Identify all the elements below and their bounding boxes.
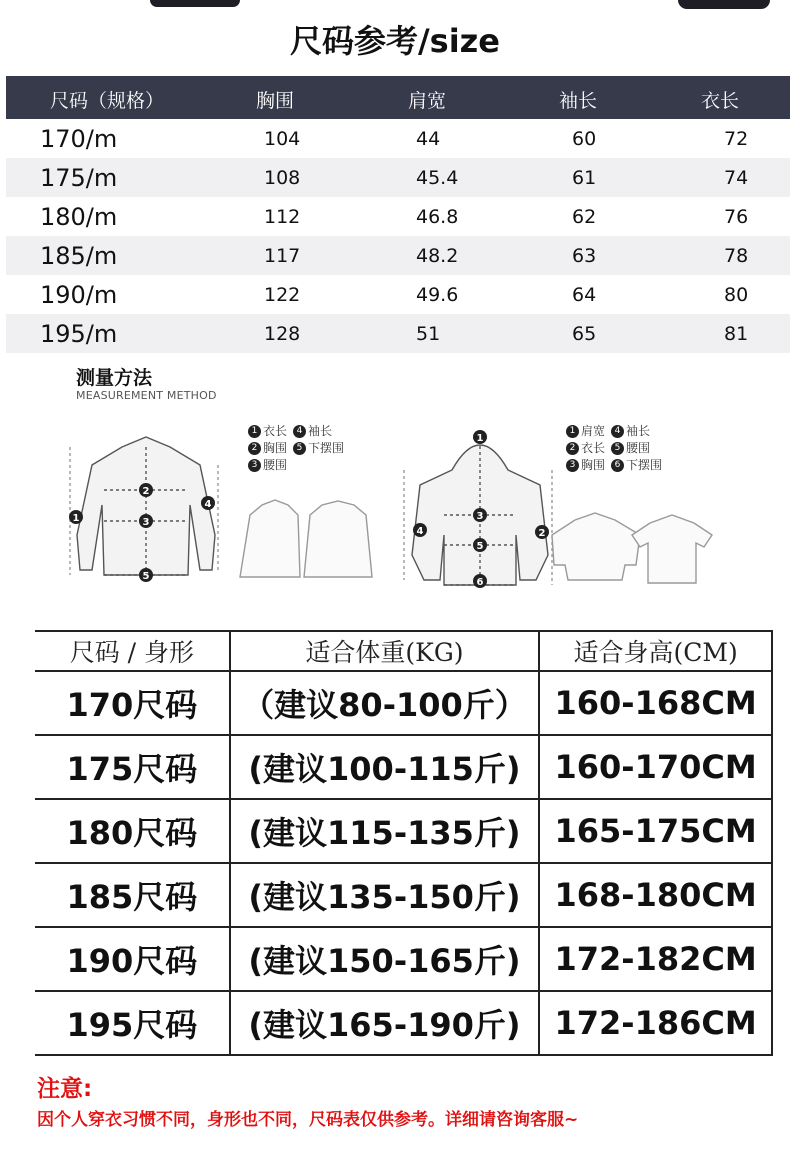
weight-cell: (建议165-190斤) <box>230 991 540 1055</box>
size-chart-table <box>6 76 790 353</box>
size-cell: 190/m <box>40 281 118 309</box>
measure-cell: 48.2 <box>416 245 459 267</box>
header-chest: 胸围 <box>256 90 295 112</box>
header-shoulder: 肩宽 <box>408 90 447 112</box>
legend-label: 腰围 <box>626 441 651 455</box>
measure-cell: 72 <box>724 128 749 150</box>
measure-cell: 60 <box>572 128 597 150</box>
measure-cell: 65 <box>572 323 597 345</box>
header-size: 尺码（规格） <box>50 90 165 112</box>
height-cell: 168-180CM <box>539 863 772 927</box>
size-label-cell: 170尺码 <box>35 671 230 735</box>
tshirt-illustration <box>632 515 712 583</box>
svg-text:4: 4 <box>416 526 424 537</box>
page-title: 尺码参考/size <box>289 22 501 60</box>
measurement-diagram <box>0 355 790 605</box>
svg-text:2: 2 <box>142 486 150 497</box>
measure-cell: 62 <box>572 206 597 228</box>
legend-number: 2 <box>566 442 579 455</box>
legend-label: 胸围 <box>581 458 606 472</box>
size-cell: 170/m <box>40 125 118 153</box>
legend-item <box>566 424 605 438</box>
weight-cell: (建议100-115斤) <box>230 735 540 799</box>
size-label-cell: 175尺码 <box>35 735 230 799</box>
suit-illustration <box>240 500 300 577</box>
legend-number: 2 <box>248 442 261 455</box>
measurement-subtitle: MEASUREMENT METHOD <box>76 389 217 402</box>
weight-cell: (建议135-150斤) <box>230 863 540 927</box>
size-row <box>6 275 790 314</box>
svg-text:1: 1 <box>476 433 484 444</box>
svg-text:2: 2 <box>538 528 546 539</box>
size-cell: 185/m <box>40 242 118 270</box>
body-fit-row <box>35 991 772 1055</box>
legend-label: 袖长 <box>626 424 651 438</box>
size-cell: 180/m <box>40 203 118 231</box>
weight-cell: (建议115-135斤) <box>230 799 540 863</box>
height-cell: 160-168CM <box>539 671 772 735</box>
legend-number: 3 <box>566 459 579 472</box>
size-label-cell: 185尺码 <box>35 863 230 927</box>
measure-cell: 44 <box>416 128 441 150</box>
body-fit-row <box>35 863 772 927</box>
legend-item <box>611 424 650 438</box>
measure-cell: 76 <box>724 206 749 228</box>
legend-label: 下摆围 <box>308 441 345 455</box>
legend-left <box>248 423 368 474</box>
weight-cell: （建议80-100斤） <box>230 671 540 735</box>
size-row <box>6 119 790 158</box>
note-title: 注意: <box>37 1076 93 1102</box>
measure-cell: 74 <box>724 167 749 189</box>
body-fit-header <box>35 631 772 671</box>
svg-text:3: 3 <box>476 511 484 522</box>
legend-label: 胸围 <box>263 441 288 455</box>
legend-label: 腰围 <box>263 458 288 472</box>
header-weight: 适合体重(KG) <box>230 631 540 671</box>
measure-cell: 46.8 <box>416 206 459 228</box>
svg-text:3: 3 <box>142 517 150 528</box>
measure-cell: 49.6 <box>416 284 459 306</box>
body-fit-row <box>35 927 772 991</box>
legend-label: 衣长 <box>263 424 288 438</box>
size-label-cell: 180尺码 <box>35 799 230 863</box>
legend-label: 衣长 <box>581 441 606 455</box>
measure-cell: 80 <box>724 284 749 306</box>
size-chart-header <box>6 76 790 119</box>
height-cell: 165-175CM <box>539 799 772 863</box>
body-fit-row <box>35 671 772 735</box>
legend-number: 5 <box>293 442 306 455</box>
svg-text:5: 5 <box>476 541 484 552</box>
size-row <box>6 158 790 197</box>
measurement-method-section <box>0 355 790 605</box>
svg-text:4: 4 <box>204 499 212 510</box>
legend-item <box>293 424 332 438</box>
legend-number: 6 <box>611 459 624 472</box>
legend-item <box>248 458 287 472</box>
legend-number: 4 <box>611 425 624 438</box>
measure-cell: 112 <box>264 206 301 228</box>
size-label-cell: 195尺码 <box>35 991 230 1055</box>
body-fit-row <box>35 799 772 863</box>
measure-cell: 117 <box>264 245 301 267</box>
jacket-illustration <box>77 437 215 575</box>
note-text: 因个人穿衣习惯不同，身形也不同，尺码表仅供参考。详细请咨询客服~ <box>37 1110 579 1130</box>
legend-label: 袖长 <box>308 424 333 438</box>
header-height: 适合身高(CM) <box>539 631 772 671</box>
body-fit-table <box>35 630 773 1056</box>
size-row <box>6 236 790 275</box>
legend-right <box>566 423 686 474</box>
header-length: 衣长 <box>701 90 740 112</box>
legend-item <box>566 458 605 472</box>
measure-cell: 63 <box>572 245 597 267</box>
top-decoration-right <box>678 0 770 9</box>
legend-number: 3 <box>248 459 261 472</box>
size-row <box>6 197 790 236</box>
measure-cell: 45.4 <box>416 167 459 189</box>
legend-label: 下摆围 <box>626 458 663 472</box>
legend-number: 1 <box>248 425 261 438</box>
measure-cell: 104 <box>264 128 301 150</box>
measure-cell: 108 <box>264 167 301 189</box>
legend-item <box>293 441 344 455</box>
legend-number: 5 <box>611 442 624 455</box>
legend-item <box>611 441 650 455</box>
legend-number: 4 <box>293 425 306 438</box>
svg-text:6: 6 <box>476 577 484 588</box>
height-cell: 160-170CM <box>539 735 772 799</box>
legend-label: 肩宽 <box>581 424 606 438</box>
svg-text:5: 5 <box>142 571 150 582</box>
size-cell: 175/m <box>40 164 118 192</box>
header-sleeve: 袖长 <box>559 90 598 112</box>
measure-cell: 64 <box>572 284 597 306</box>
measure-cell: 78 <box>724 245 749 267</box>
measure-cell: 122 <box>264 284 301 306</box>
header-size-body: 尺码 / 身形 <box>35 631 230 671</box>
size-row <box>6 314 790 353</box>
legend-item <box>248 441 287 455</box>
legend-item <box>248 424 287 438</box>
size-cell: 195/m <box>40 320 118 348</box>
legend-number: 1 <box>566 425 579 438</box>
body-fit-row <box>35 735 772 799</box>
measure-cell: 81 <box>724 323 749 345</box>
measure-cell: 61 <box>572 167 597 189</box>
measure-cell: 128 <box>264 323 301 345</box>
svg-text:1: 1 <box>72 513 80 524</box>
measure-cell: 51 <box>416 323 441 345</box>
long-sleeve-illustration <box>552 513 640 580</box>
measurement-title: 测量方法 <box>76 367 153 389</box>
weight-cell: (建议150-165斤) <box>230 927 540 991</box>
size-label-cell: 190尺码 <box>35 927 230 991</box>
legend-item <box>611 458 662 472</box>
shirt-jacket-illustration <box>304 501 372 577</box>
legend-item <box>566 441 605 455</box>
height-cell: 172-182CM <box>539 927 772 991</box>
height-cell: 172-186CM <box>539 991 772 1055</box>
top-decoration-left <box>150 0 240 7</box>
